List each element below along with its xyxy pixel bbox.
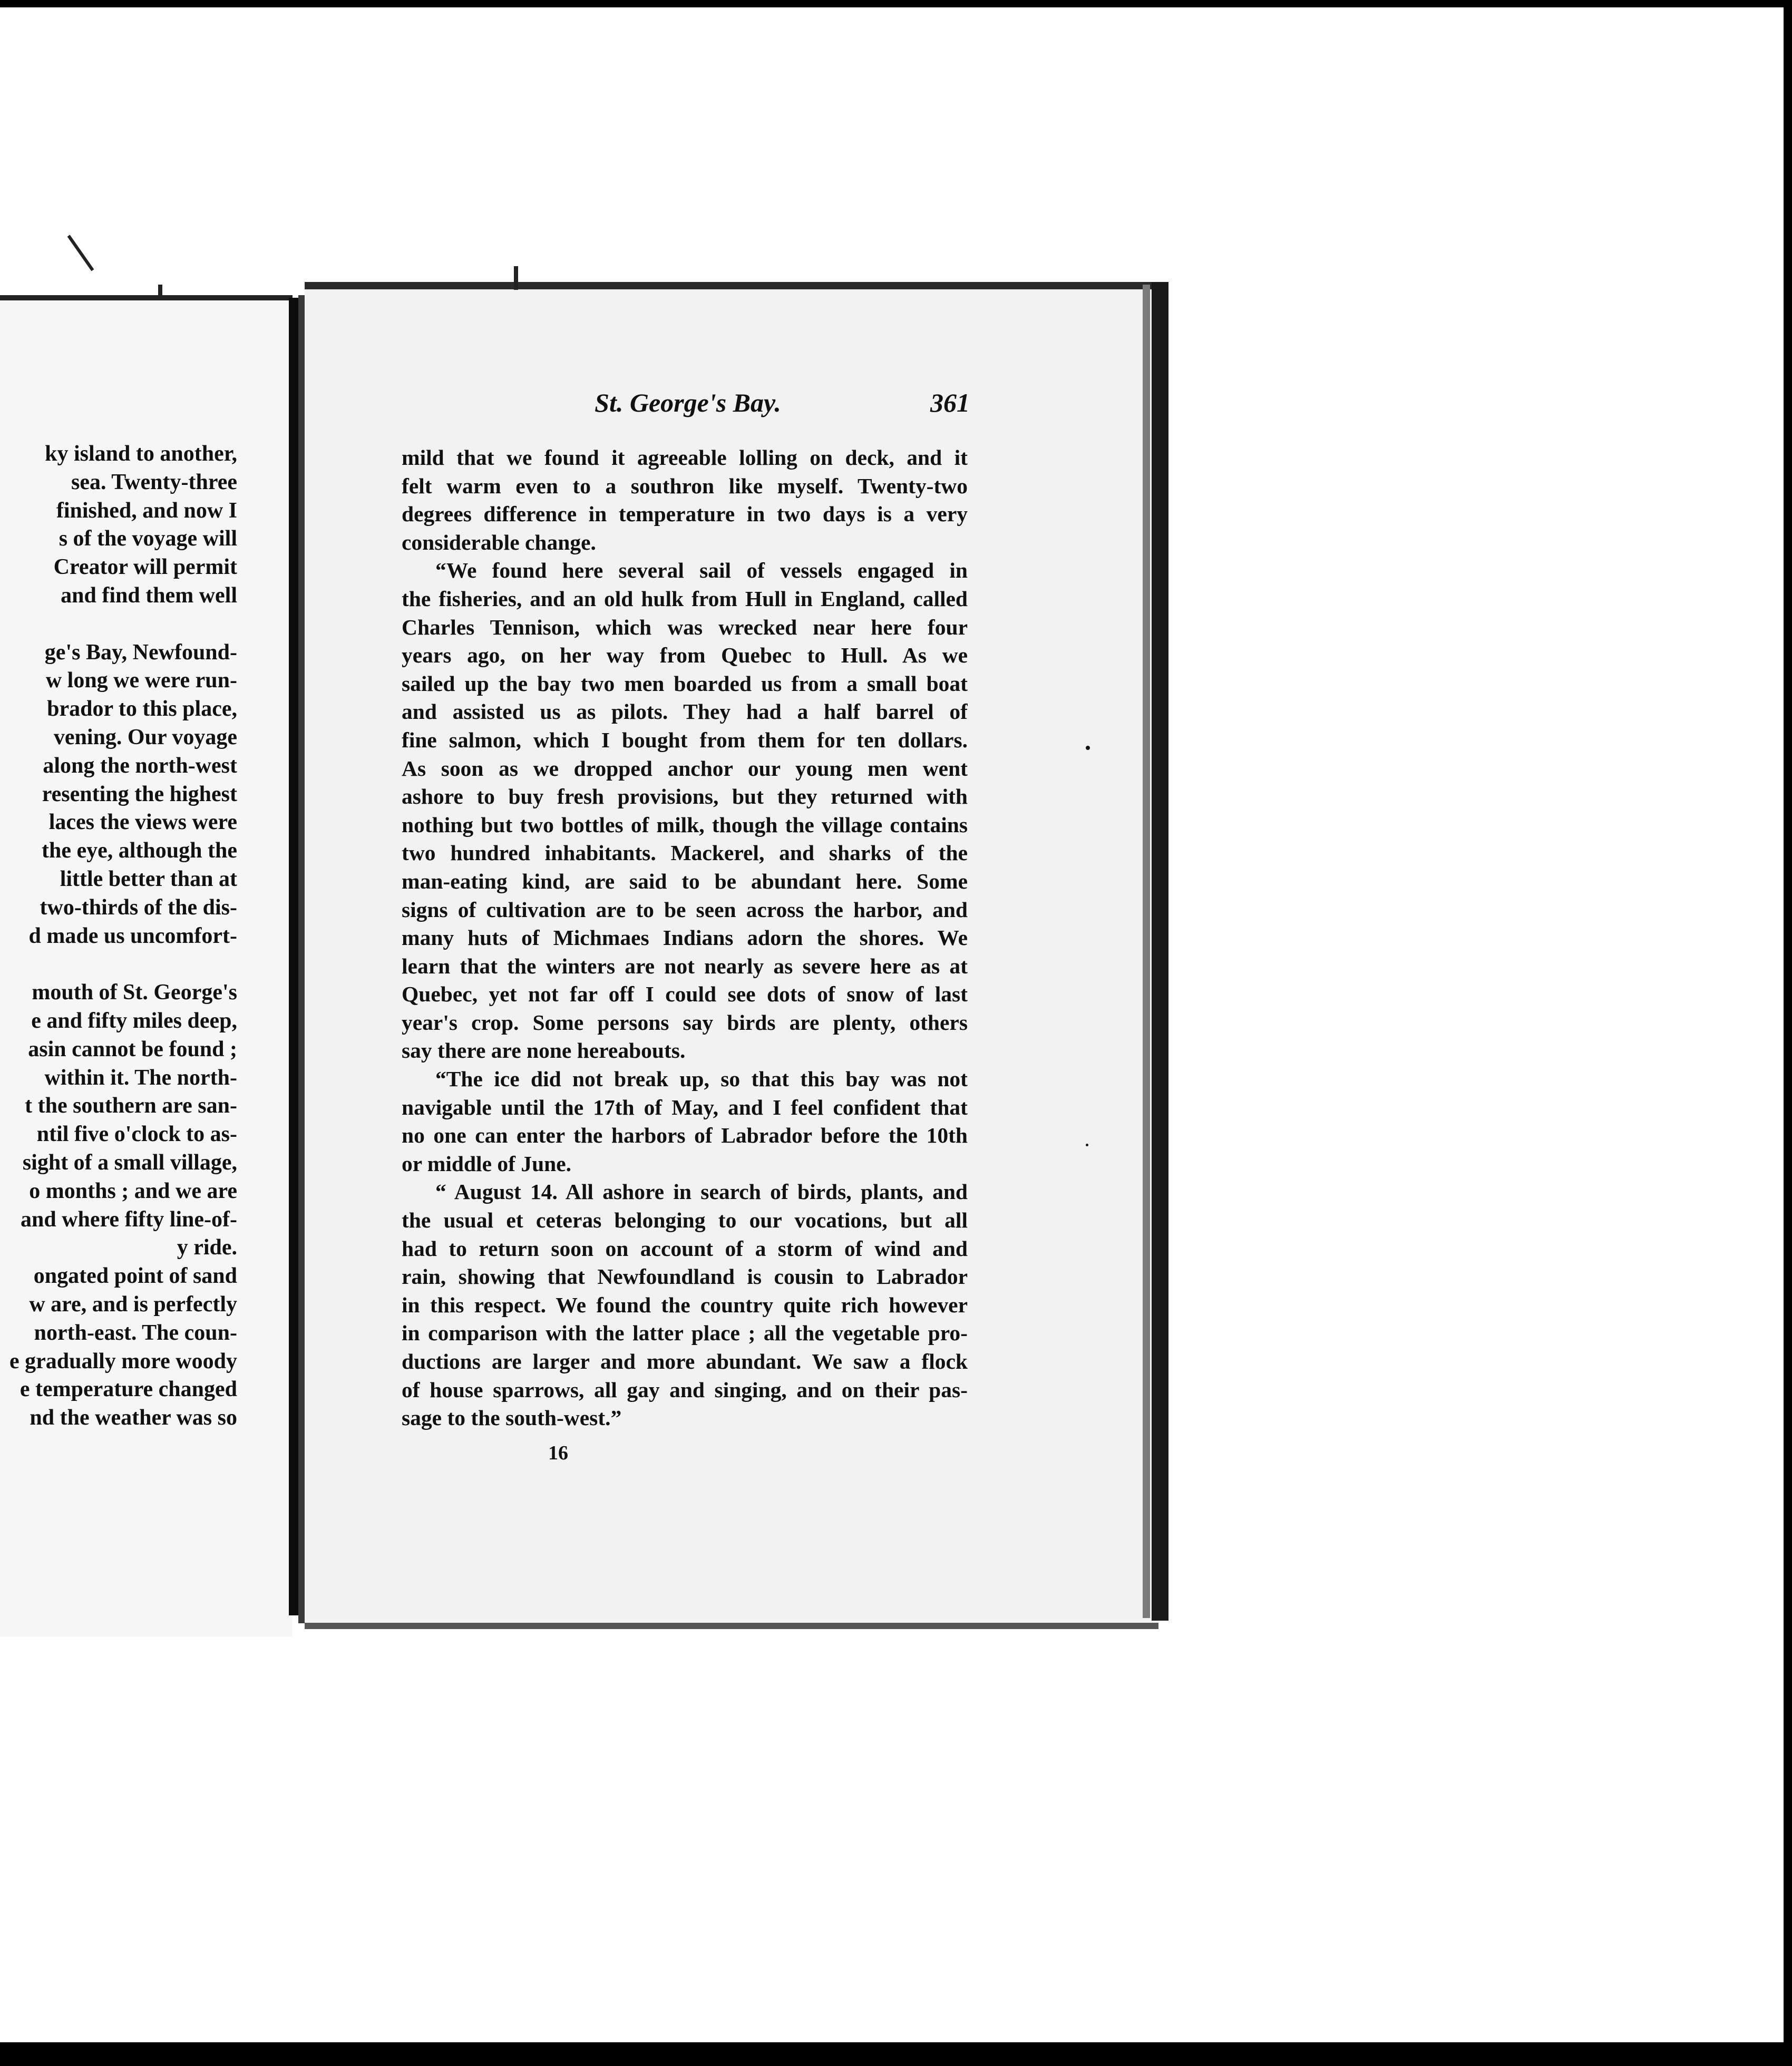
left-page bbox=[0, 295, 293, 1636]
running-head: St. George's Bay. bbox=[595, 388, 781, 417]
scan-speck bbox=[1086, 746, 1090, 750]
scan-speck bbox=[1086, 1144, 1088, 1146]
page-number: 361 bbox=[930, 388, 970, 417]
left-text-line: vening. Our voyage bbox=[53, 725, 237, 749]
left-text-line: e and fifty miles deep, bbox=[31, 1009, 237, 1033]
text-line: ashore to buy fresh provisions, but they returned with bbox=[402, 784, 968, 809]
left-text-line: t the southern are san- bbox=[25, 1094, 237, 1118]
text-line: mild that we found it agreeable lolling on deck, and it bbox=[402, 445, 968, 470]
text-line: man-eating kind, are said to be abundant here. Some bbox=[402, 869, 968, 893]
text-line: navigable until the 17th of May, and I feel confident that bbox=[402, 1095, 968, 1119]
left-text-line: e gradually more woody bbox=[9, 1349, 237, 1373]
signature-mark: 16 bbox=[548, 1442, 568, 1464]
left-text-line: ky island to another, bbox=[45, 442, 237, 466]
left-text-line: Creator will permit bbox=[53, 555, 237, 580]
text-line: in comparison with the latter place ; all the vegetable pro- bbox=[402, 1321, 968, 1346]
left-text-line: and where fifty line-of- bbox=[21, 1207, 237, 1232]
left-text-line: ge's Bay, Newfound- bbox=[44, 640, 237, 665]
text-line: and assisted us as pilots. They had a half barrel of bbox=[402, 699, 968, 724]
text-line: rain, showing that Newfoundland is cousin to Labrador bbox=[402, 1264, 968, 1289]
left-text-line: brador to this place, bbox=[47, 697, 237, 722]
scan-frame-right bbox=[1784, 0, 1792, 2066]
left-text-line: sea. Twenty-three bbox=[71, 470, 237, 494]
left-text-line: ntil five o'clock to as- bbox=[36, 1122, 237, 1147]
scan-frame-bottom bbox=[0, 2042, 1792, 2066]
text-line: sailed up the bay two men boarded us from a small boat bbox=[402, 671, 968, 696]
left-text-line: sight of a small village, bbox=[22, 1151, 237, 1175]
book-gutter bbox=[289, 298, 298, 1615]
text-line: learn that the winters are not nearly as severe here as at bbox=[402, 953, 968, 978]
left-text-line: within it. The north- bbox=[44, 1065, 237, 1090]
text-line: felt warm even to a southron like myself. Twenty-two bbox=[402, 473, 968, 498]
text-line: of house sparrows, all gay and singing, and on their pas- bbox=[402, 1377, 968, 1402]
text-line: considerable change. bbox=[402, 530, 596, 554]
left-text-line: mouth of St. George's bbox=[32, 980, 237, 1005]
text-line: the usual et ceteras belonging to our vocations, but all bbox=[402, 1208, 968, 1233]
text-line: years ago, on her way from Quebec to Hull. As we bbox=[402, 643, 968, 668]
text-line: Quebec, yet not far off I could see dots of snow of last bbox=[402, 982, 968, 1007]
text-line: degrees difference in temperature in two days is a very bbox=[402, 502, 968, 527]
left-text-line: w long we were run- bbox=[45, 668, 237, 693]
left-text-line: o months ; and we are bbox=[29, 1178, 237, 1203]
text-line: “The ice did not break up, so that this bay was not bbox=[435, 1067, 968, 1092]
left-text-line: ongated point of sand bbox=[33, 1264, 237, 1289]
left-text-line: asin cannot be found ; bbox=[28, 1037, 237, 1061]
scan-artifact bbox=[67, 235, 94, 271]
text-line: year's crop. Some persons say birds are plenty, others bbox=[402, 1010, 968, 1035]
left-text-line: laces the views were bbox=[48, 810, 237, 835]
text-line: As soon as we dropped anchor our young men went bbox=[402, 756, 968, 781]
left-text-line: nd the weather was so bbox=[30, 1406, 237, 1430]
scan-artifact bbox=[514, 266, 518, 290]
scan-frame-top bbox=[0, 0, 1792, 7]
left-text-line: resenting the highest bbox=[42, 782, 237, 806]
body-text bbox=[402, 444, 968, 1432]
text-line: signs of cultivation are to be seen across the harbor, and bbox=[402, 897, 968, 922]
left-text-line: finished, and now I bbox=[56, 498, 237, 523]
text-line: “ August 14. All ashore in search of birds, plants, and bbox=[435, 1180, 968, 1204]
text-line: sage to the south-west.” bbox=[402, 1406, 622, 1430]
left-text-line: d made us uncomfort- bbox=[28, 923, 237, 948]
text-line: many huts of Michmaes Indians adorn the shores. We bbox=[402, 925, 968, 950]
left-text-line: along the north-west bbox=[43, 753, 237, 778]
text-line: ductions are larger and more abundant. We saw a flock bbox=[402, 1349, 968, 1373]
left-text-line: w are, and is perfectly bbox=[29, 1292, 237, 1317]
page-edge-shadow bbox=[1143, 285, 1150, 1618]
left-text-line: and find them well bbox=[61, 583, 237, 608]
text-line: the fisheries, and an old hulk from Hull in England, called bbox=[402, 586, 968, 611]
text-line: fine salmon, which I bought from them for ten dollars. bbox=[402, 727, 968, 752]
book-gutter-shadow bbox=[298, 295, 305, 1623]
left-text-line: little better than at bbox=[60, 867, 237, 891]
text-line: “We found here several sail of vessels engaged in bbox=[435, 558, 968, 583]
left-text-line: y ride. bbox=[177, 1235, 237, 1260]
text-line: say there are none hereabouts. bbox=[402, 1038, 686, 1063]
text-line: in this respect. We found the country quite rich however bbox=[402, 1292, 968, 1317]
text-line: Charles Tennison, which was wrecked near here four bbox=[402, 615, 968, 639]
text-line: or middle of June. bbox=[402, 1151, 572, 1176]
text-line: two hundred inhabitants. Mackerel, and sharks of the bbox=[402, 841, 968, 865]
left-text-line: e temperature changed bbox=[20, 1377, 237, 1402]
left-text-line: the eye, although the bbox=[42, 839, 237, 863]
scan-artifact bbox=[158, 285, 162, 300]
left-text-line: north-east. The coun- bbox=[34, 1320, 237, 1345]
text-line: had to return soon on account of a storm of wind and bbox=[402, 1236, 968, 1261]
left-text-line: two-thirds of the dis- bbox=[40, 895, 237, 920]
text-line: no one can enter the harbors of Labrador before the 10th bbox=[402, 1123, 968, 1148]
left-text-line: s of the voyage will bbox=[59, 527, 237, 551]
page-edge bbox=[1152, 282, 1168, 1621]
text-line: nothing but two bottles of milk, though the village contains bbox=[402, 812, 968, 837]
